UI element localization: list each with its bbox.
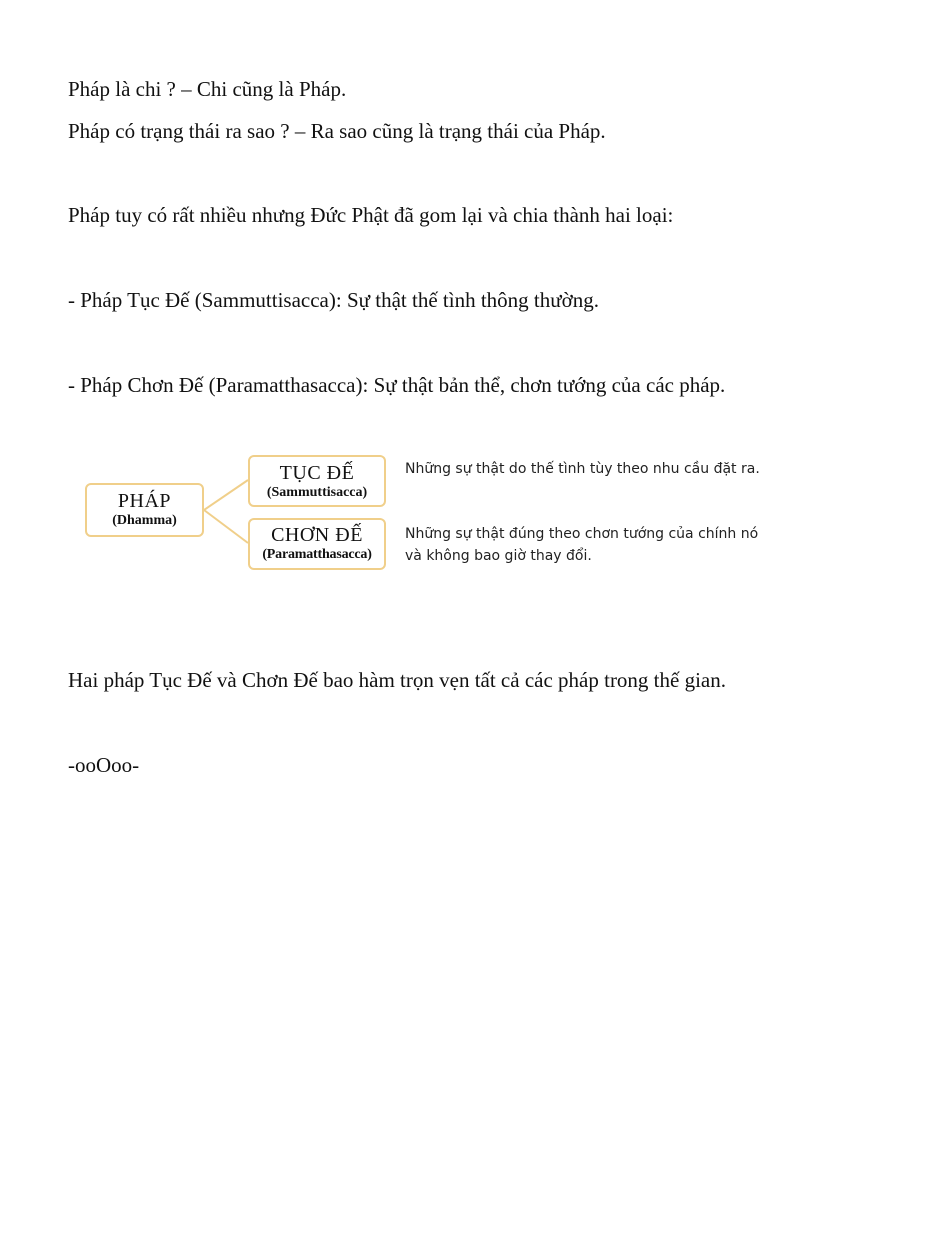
description-chon-de-line-2: và không bao giờ thay đổi.: [405, 548, 592, 564]
branch-node-chon-de: [248, 518, 386, 570]
root-node-phap: [85, 483, 204, 537]
paragraph-two-types-intro: Pháp tuy có rất nhiều nhưng Đức Phật đã gom lại và chia thành hai loại:: [68, 203, 674, 227]
branch-node-subtitle: (Sammuttisacca): [266, 485, 368, 500]
branch-node-tuc-de: [248, 455, 386, 507]
paragraph-summary: Hai pháp Tục Đế và Chơn Đế bao hàm trọn vẹn tất cả các pháp trong thế gian.: [68, 668, 726, 692]
connector-to-tuc-de: [204, 480, 248, 510]
description-chon-de-line-1: Những sự thật đúng theo chơn tướng của chính nó: [405, 526, 759, 542]
connector-to-chon-de: [204, 510, 248, 543]
root-node-subtitle: (Dhamma): [112, 513, 177, 528]
branch-node-title: TỤC ĐẾ: [279, 462, 355, 484]
paragraph-ultimate-truth: - Pháp Chơn Đế (Paramatthasacca): Sự thật bản thể, chơn tướng của các pháp.: [68, 373, 726, 397]
description-tuc-de: Những sự thật do thế tình tùy theo nhu cầu đặt ra.: [405, 461, 760, 477]
paragraph-dhamma-state: Pháp có trạng thái ra sao ? – Ra sao cũng là trạng thái của Pháp.: [68, 119, 606, 143]
branch-node-subtitle: (Paramatthasacca): [262, 547, 372, 562]
branch-node-title: CHƠN ĐẾ: [271, 524, 363, 546]
section-divider: -ooOoo-: [68, 753, 140, 777]
paragraph-what-is-dhamma: Pháp là chi ? – Chi cũng là Pháp.: [68, 77, 347, 101]
root-node-title: PHÁP: [117, 490, 172, 512]
paragraph-conventional-truth: - Pháp Tục Đế (Sammuttisacca): Sự thật thế tình thông thường.: [68, 288, 599, 312]
